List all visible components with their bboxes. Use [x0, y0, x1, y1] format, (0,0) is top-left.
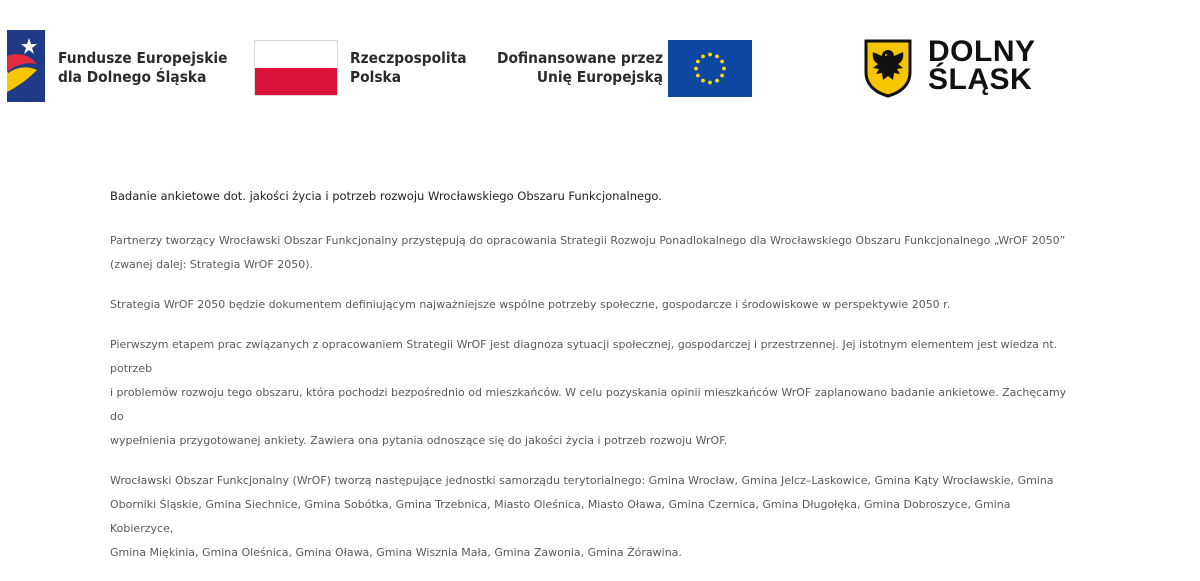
- logo-bar: [0, 0, 1200, 120]
- eu-logo-text: [497, 49, 663, 87]
- fe-logo-text: [58, 49, 227, 87]
- article-content: [110, 184, 1070, 581]
- paragraph-municipalities-line1: Wrocławski Obszar Funkcjonalny (WrOF) tworzą następujące jednostki samorządu terytorialnego: Gmina Wrocław, Gmina Jelcz–Laskowice, Gmina Kąty Wrocławskie, Gmina: [110, 474, 1054, 487]
- eu-line2: Unię Europejską: [536, 68, 663, 86]
- dolny-slask-logo-text: [928, 35, 1036, 96]
- paragraph-diagnosis-line2: i problemów rozwoju tego obszaru, która pochodzi bezpośrednio od mieszkańców. W celu pozyskania opinii mieszkańców WrOF zaplanowano badanie ankietowe. Zachęcamy do: [110, 386, 1067, 423]
- ds-line2: ŚLĄSK: [928, 63, 1033, 96]
- ds-line1: DOLNY: [928, 35, 1036, 68]
- paragraph-municipalities-line2: Oborniki Śląskie, Gmina Siechnice, Gmina Sobótka, Gmina Trzebnica, Miasto Oleśnica, Miasto Oława, Gmina Czernica, Gmina Długołęka, Gmina Dobroszyce, Gmina Kobierzyce,: [110, 498, 1011, 535]
- paragraph-intro: [110, 229, 1070, 277]
- paragraph-municipalities: [110, 469, 1070, 565]
- paragraph-diagnosis: [110, 333, 1070, 453]
- paragraph-municipalities-line3: Gmina Miękinia, Gmina Oleśnica, Gmina Oława, Gmina Wisznia Mała, Gmina Zawonia, Gmina Żórawina.: [110, 546, 682, 559]
- paragraph-strategy: [110, 293, 1070, 317]
- article-title: Badanie ankietowe dot. jakości życia i potrzeb rozwoju Wrocławskiego Obszaru Funkcjonalnego.: [110, 189, 662, 203]
- fundusze-europejskie-icon: [7, 30, 45, 102]
- dolny-slask-coat-of-arms-icon: [863, 38, 913, 98]
- paragraph-diagnosis-line3: wypełnienia przygotowanej ankiety. Zawiera ona pytania odnoszące się do jakości życia i potrzeb rozwoju WrOF.: [110, 434, 728, 447]
- fe-line2: dla Dolnego Śląska: [58, 68, 207, 86]
- eu-flag-icon: [668, 40, 752, 97]
- rp-logo-text: [350, 49, 467, 87]
- fe-line1: Fundusze Europejskie: [58, 49, 228, 67]
- paragraph-intro-line2: (zwanej dalej: Strategia WrOF 2050).: [110, 258, 313, 271]
- paragraph-strategy-line1: Strategia WrOF 2050 będzie dokumentem definiującym najważniejsze wspólne potrzeby społeczne, gospodarcze i środowiskowe w perspektywie 2050 r.: [110, 298, 951, 311]
- polish-flag-icon: [254, 40, 338, 96]
- rp-line1: Rzeczpospolita: [350, 49, 467, 67]
- rp-line2: Polska: [350, 68, 402, 86]
- paragraph-intro-line1: Partnerzy tworzący Wrocławski Obszar Funkcjonalny przystępują do opracowania Strategii Rozwoju Ponadlokalnego dla Wrocławskiego Obszaru Funkcjonalnego „WrOF 2050”: [110, 234, 1066, 247]
- eu-line1: Dofinansowane przez: [497, 49, 663, 67]
- paragraph-diagnosis-line1: Pierwszym etapem prac związanych z opracowaniem Strategii WrOF jest diagnoza sytuacji społecznej, gospodarczej i przestrzennej. Jej istotnym elementem jest wiedza nt. potrzeb: [110, 338, 1058, 375]
